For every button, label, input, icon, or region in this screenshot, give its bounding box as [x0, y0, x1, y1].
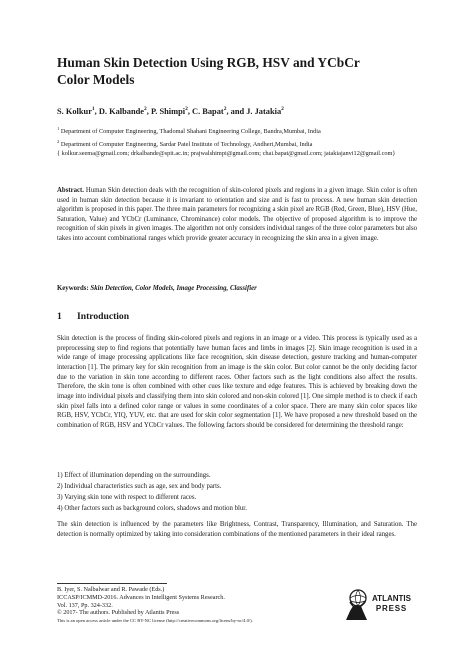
author-name: P. Shimpi — [150, 106, 186, 116]
footer-line: Vol. 137, Pp. 324-332. — [57, 601, 113, 609]
author-list: S. Kolkur$^1$, D. Kalbande$^2$, P. Shimpi$^2$, C. Bapat$^2$, and J. Jatakia$^2$ — [57, 106, 284, 116]
section-heading — [57, 311, 129, 322]
author-affil-mark: 2 — [281, 106, 284, 112]
abstract — [57, 186, 417, 244]
author-name: D. Kalbande — [98, 106, 145, 116]
list-item: 1) Effect of illumination depending on the surroundings. — [57, 472, 211, 479]
footer-line: ICCASP/ICMMD-2016. Advances in Intelligent Systems Research. — [57, 593, 225, 601]
list-item: 2) Individual characteristics such as age, sex and body parts. — [57, 483, 222, 490]
section-number: 1 — [57, 311, 62, 322]
affiliation-1 — [57, 125, 321, 136]
keywords — [57, 285, 257, 292]
intro-paragraph: Skin detection is the process of finding skin-colored pixels and regions in an image or a video. This process is typically used as a preprocessing step to find regions that potentially have human faces and limbs in images [2]. Skin image recognition is used in a wide range of image processing applications like face recognition, skin disease detection, gesture tracking and human-computer interaction [1]. The primary key for skin recognition from an image is the skin color. But color cannot be the only deciding factor due to the variation in skin tone according to different races. Other factors such as the light conditions also affect the results. Therefore, the skin tone is often combined with other cues like texture and edge features. This is achieved by breaking down the image into individual pixels and classifying them into skin colored and non-skin colored [1]. One simple method is to check if each skin pixel falls into a defined color range or values in some coordinates of a color space. There are many skin color spaces like RGB, HSV, YCbCr, YIQ, YUV, etc. that are used for skin color segmentation [1]. We have proposed a new threshold based on the combination of RGB, HSV and YCbCr values. The following factors should be considered for determining the threshold range: — [57, 335, 417, 429]
affiliation-2 — [57, 138, 312, 149]
logo-line-1: ATLANTIS — [372, 594, 411, 603]
paper-title: Human Skin Detection Using RGB, HSV and YCbCr Color Models — [57, 55, 360, 87]
section-title: Introduction — [77, 311, 130, 322]
list-item: 3) Varying skin tone with respect to different races. — [57, 494, 197, 501]
closing-paragraph: The skin detection is influenced by the parameters like Brightness, Contrast, Transparency, Illumination, and Saturation. The detection is normally optimized by taking into consideration combinations of the mentioned parameters in their ideal ranges. — [57, 521, 417, 538]
atlas-figure-icon — [341, 589, 371, 626]
keywords-text: Skin Detection, Color Models, Image Processing, Classifier — [90, 285, 257, 292]
author-name: C. Bapat — [192, 106, 224, 116]
footnote-rule — [57, 583, 167, 584]
publisher-logo — [372, 594, 411, 614]
affiliation-mark: 2 — [57, 139, 60, 144]
footer-line: © 2017- The authors. Published by Atlantis Press — [57, 609, 180, 617]
publication-footer — [57, 586, 225, 617]
affiliation-text: Department of Computer Engineering, Sardar Patel Institute of Technology, Andheri,Mumbai, India — [60, 141, 313, 149]
author-affil-mark: 2 — [144, 106, 147, 112]
logo-line-2: PRESS — [375, 604, 408, 613]
author-affil-mark: 1 — [91, 106, 95, 112]
author-affil-mark: 2 — [223, 106, 227, 112]
abstract-label: Abstract. — [57, 187, 84, 194]
abstract-text: Human Skin detection deals with the recognition of skin-colored pixels and regions in a given image. Skin color is often used in human skin detection because it is invariant to orientation and size and is fast to process. A new human skin detection algorithm is proposed in this paper. The three main parameters for recognizing a skin pixel are RGB (Red, Green, Blue), HSV (Hue, Saturation, Value) and YCbCr (Luminance, Chrominance) color models. The objective of proposed algorithm is to improve the recognition of skin pixels in given images. The algorithm not only considers individual ranges of the three color parameters but also takes into account combinational ranges which provide greater accuracy in recognizing the skin area in a given image. — [57, 187, 418, 242]
author-name: J. Jatakia — [246, 106, 282, 116]
author-affil-mark: 2 — [185, 106, 188, 112]
author-emails: { kolkur.seema@gmail.com; drkalbande@spit.ac.in; prajwalshimpi@gmail.com; chai.bapat@gmail.com; jatakiajanvi12@gmail.com} — [57, 150, 396, 157]
license-note: This is an open access article under the CC BY-NC license (http://creativecommons.org/licens/by-nc/4.0/). — [57, 618, 253, 623]
keywords-label: Keywords: — [57, 285, 89, 292]
affiliation-text: Department of Computer Engineering, Thadomal Shahani Engineering College, Bandra,Mumbai, India — [60, 128, 321, 136]
list-item: 4) Other factors such as background colors, shadows and motion blur. — [57, 505, 247, 512]
footer-line: B. Iyer, S. Nalbalwar and R. Pawade (Eds.) — [57, 586, 165, 593]
author-name: S. Kolkur — [57, 106, 92, 116]
factor-list — [57, 470, 247, 514]
affiliation-mark: 1 — [57, 126, 60, 131]
